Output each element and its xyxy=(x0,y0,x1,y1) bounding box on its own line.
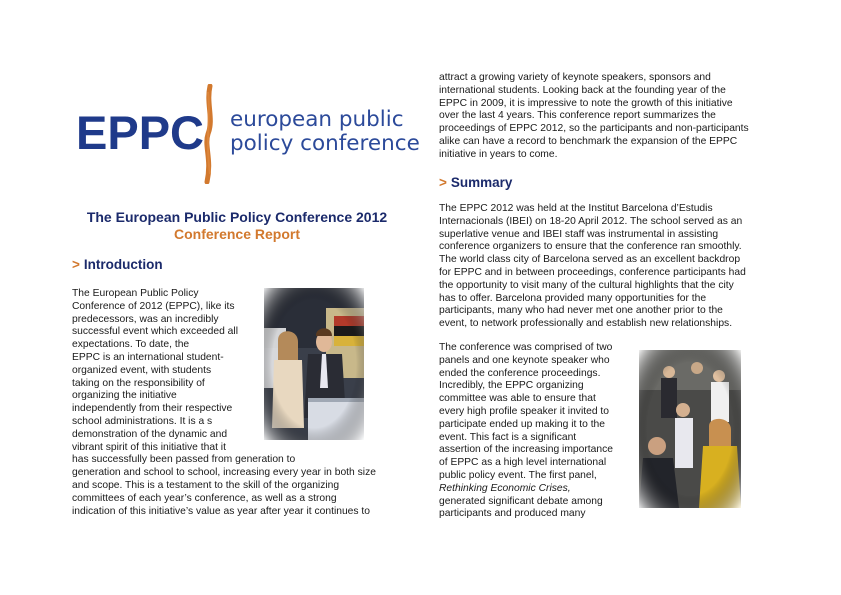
summary-line: participants, many who had never met one another prior to the xyxy=(439,305,723,317)
summary-line: The EPPC 2012 was held at the Institut Barcelona d’Estudis xyxy=(439,203,713,214)
intro-line: expectations. To date, the xyxy=(72,339,190,351)
summary-line: superlative venue and IBEI staff was instrumental in assisting xyxy=(439,228,719,240)
logo-line-1: european public xyxy=(230,107,404,132)
continuation-line: over the last 4 years. This conference report summarizes the xyxy=(439,110,716,122)
logo-acronym: EPPC xyxy=(76,106,204,159)
summary-paragraph xyxy=(439,203,779,331)
intro-line: EPPC is an international student- xyxy=(72,351,224,363)
summary-heading-text: Summary xyxy=(450,175,513,190)
page-title: The European Public Policy Conference 2012 xyxy=(86,209,388,225)
heading-marker: > xyxy=(439,175,447,190)
panel-line: Incredibly, the EPPC organizing xyxy=(439,380,584,392)
panel-line: committee was able to ensure that xyxy=(439,393,596,405)
summary-line: The world class city of Barcelona served as an excellent backdrop xyxy=(439,254,741,266)
panel-line: event. This fact is a significant xyxy=(439,431,577,443)
logo-wordmark xyxy=(230,108,420,156)
continuation-line: proceedings of EPPC 2012, so the participants and non-participants xyxy=(439,123,749,135)
intro-line: school administrations. It is a s xyxy=(72,415,213,427)
panel-title-italic: Rethinking Economic Crises, xyxy=(439,482,571,494)
intro-line: has successfully been passed from generation to xyxy=(72,454,296,466)
panel-line: public policy event. The first panel, xyxy=(439,469,597,481)
summary-heading xyxy=(439,174,512,191)
intro-line: committees of each year’s conference, as well as a strong xyxy=(72,492,337,504)
intro-line: and scope. This is a testament to the skill of the organizing xyxy=(72,479,340,491)
continuation-line: EPPC in 2009, it is impressive to note the growth of this initiative xyxy=(439,97,733,109)
intro-line: taking on the responsibility of xyxy=(72,377,205,389)
continuation-line: international students. Looking back at the founding year of the xyxy=(439,84,726,96)
panel-line: participate ended up making it to the xyxy=(439,418,606,430)
intro-line: organized event, with students xyxy=(72,364,212,376)
panel-line: participants and produced many xyxy=(439,508,586,520)
panel-line: generated significant debate among xyxy=(439,495,603,507)
introduction-heading xyxy=(72,256,163,273)
panel-line-italic xyxy=(439,483,639,496)
continuation-line: alike can have a record to benchmark the expansion of the EPPC xyxy=(439,135,738,147)
introduction-paragraph xyxy=(72,288,376,518)
summary-line: the opportunity to visit many of the cultural highlights that the city xyxy=(439,279,734,291)
summary-line: has to offer. Barcelona provided many opportunities for the xyxy=(439,292,707,304)
intro-line: vibrant spirit of this initiative that it xyxy=(72,441,226,453)
logo-brush-stroke xyxy=(196,84,222,184)
introduction-heading-text: Introduction xyxy=(83,257,163,272)
page-subtitle: Conference Report xyxy=(173,226,301,242)
speakers-photo xyxy=(264,288,364,440)
panel-paragraph xyxy=(439,342,639,521)
intro-line: independently from their respective xyxy=(72,403,233,415)
intro-line: predecessors, was an incredibly xyxy=(72,313,219,325)
panel-line: every high profile speaker it invited to xyxy=(439,405,609,417)
intro-line: generation and school to school, increasing every year in both size xyxy=(72,467,376,479)
panel-line: The conference was comprised of two xyxy=(439,342,613,353)
intro-line: organizing the initiative xyxy=(72,390,177,402)
summary-line: Internacionals (IBEI) on 18-20 April 2012. The school served as an xyxy=(439,215,743,227)
panel-line: panels and one keynote speaker who xyxy=(439,354,610,366)
intro-line: indication of this initiative’s value as year after year it continues to xyxy=(72,505,371,517)
continuation-line: attract a growing variety of keynote speakers, sponsors and xyxy=(439,72,711,83)
intro-line: successful event which exceeded all xyxy=(72,326,238,338)
intro-line: The European Public Policy xyxy=(72,288,199,299)
continuation-line: initiative in years to come. xyxy=(439,148,558,160)
summary-line: conference organizers to ensure that the conference ran smoothly. xyxy=(439,241,742,253)
continuation-paragraph xyxy=(439,72,779,162)
logo-line-2: policy conference xyxy=(230,131,420,156)
heading-marker: > xyxy=(72,257,80,272)
panel-line: of EPPC as a high level international xyxy=(439,457,607,469)
panel-line: ended the conference proceedings. xyxy=(439,367,601,379)
summary-line: event, to network professionally and establish new relationships. xyxy=(439,318,733,330)
networking-photo xyxy=(639,350,741,508)
intro-line: demonstration of the dynamic and xyxy=(72,428,228,440)
summary-line: for EPPC and in between proceedings, conference participants had xyxy=(439,266,746,278)
panel-line: assertion of the increasing importance xyxy=(439,444,613,456)
intro-line: Conference of 2012 (EPPC), like its xyxy=(72,300,235,312)
